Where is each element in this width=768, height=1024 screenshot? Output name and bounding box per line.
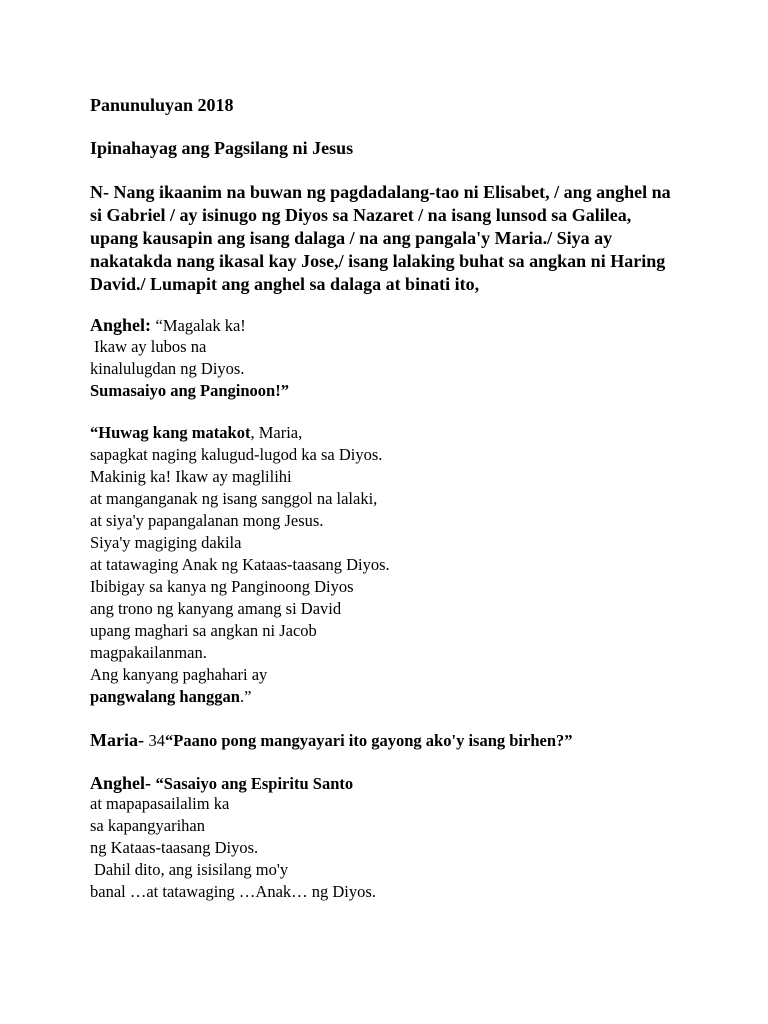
dialogue-line: Makinig ka! Ikaw ay maglilihi — [90, 467, 292, 486]
dialogue-line: sa kapangyarihan — [90, 816, 205, 835]
dialogue-line: Dahil dito, ang isisilang mo'y — [94, 860, 289, 879]
dialogue-emphasis: “Huwag kang matakot — [90, 423, 251, 442]
speaker-label: Maria- — [90, 730, 149, 750]
narration-line: upang kausapin ang isang dalaga / na ang pangala'y Maria./ Siya ay — [90, 228, 613, 248]
dialogue-line: Siya'y magiging dakila — [90, 533, 242, 552]
narration-line: N- Nang ikaanim na buwan ng pagdadalang-tao ni Elisabet, / ang anghel na — [90, 182, 671, 202]
narration-line: nakatakda nang ikasal kay Jose,/ isang lalaking buhat sa angkan ni Haring — [90, 251, 666, 271]
dialogue-line: Sumasaiyo ang Panginoon!” — [90, 381, 289, 400]
anghel-dialogue-second — [90, 425, 302, 442]
dialogue-line: at manganganak ng isang sanggol na lalaki, — [90, 489, 378, 508]
document-title: Panunuluyan 2018 — [90, 95, 234, 115]
dialogue-line: at siya'y papangalanan mong Jesus. — [90, 511, 324, 530]
anghel-dialogue-first — [90, 316, 246, 335]
dialogue-line: Ang kanyang paghahari ay — [90, 665, 268, 684]
dialogue-text: .” — [239, 687, 252, 706]
dialogue-line: at mapapasailalim ka — [90, 794, 230, 813]
dialogue-emphasis: pangwalang hanggan — [90, 687, 240, 706]
speaker-label: Anghel: — [90, 315, 156, 335]
dialogue-line: magpakailanman. — [90, 643, 207, 662]
dialogue-line: kinalulugdan ng Diyos. — [90, 359, 245, 378]
dialogue-line: ng Kataas-taasang Diyos. — [90, 838, 259, 857]
dialogue-line: banal …at tatawaging …Anak… ng Diyos. — [90, 882, 376, 901]
dialogue-text: “Sasaiyo ang Espiritu Santo — [155, 774, 354, 793]
maria-dialogue — [90, 731, 573, 750]
dialogue-line: Ikaw ay lubos na — [94, 337, 207, 356]
dialogue-line: Ibibigay sa kanya ng Panginoong Diyos — [90, 577, 354, 596]
verse-number: 34 — [148, 731, 165, 750]
dialogue-line-last — [90, 689, 251, 706]
narration-line: David./ Lumapit ang anghel sa dalaga at binati ito, — [90, 274, 480, 294]
dialogue-text: “Magalak ka! — [155, 316, 246, 335]
dialogue-text: , Maria, — [250, 423, 303, 442]
dialogue-line: upang maghari sa angkan ni Jacob — [90, 621, 317, 640]
narration-line: si Gabriel / ay isinugo ng Diyos sa Nazaret / na isang lunsod sa Galilea, — [90, 205, 632, 225]
dialogue-text: “Paano pong mangyayari ito gayong ako'y isang birhen?” — [164, 731, 573, 750]
dialogue-line: ang trono ng kanyang amang si David — [90, 599, 342, 618]
anghel-dialogue-third — [90, 774, 353, 793]
dialogue-line: sapagkat naging kalugud-lugod ka sa Diyos. — [90, 445, 383, 464]
speaker-label: Anghel- — [90, 773, 156, 793]
document-subtitle: Ipinahayag ang Pagsilang ni Jesus — [90, 138, 354, 158]
dialogue-line: at tatawaging Anak ng Kataas-taasang Diyos. — [90, 555, 390, 574]
